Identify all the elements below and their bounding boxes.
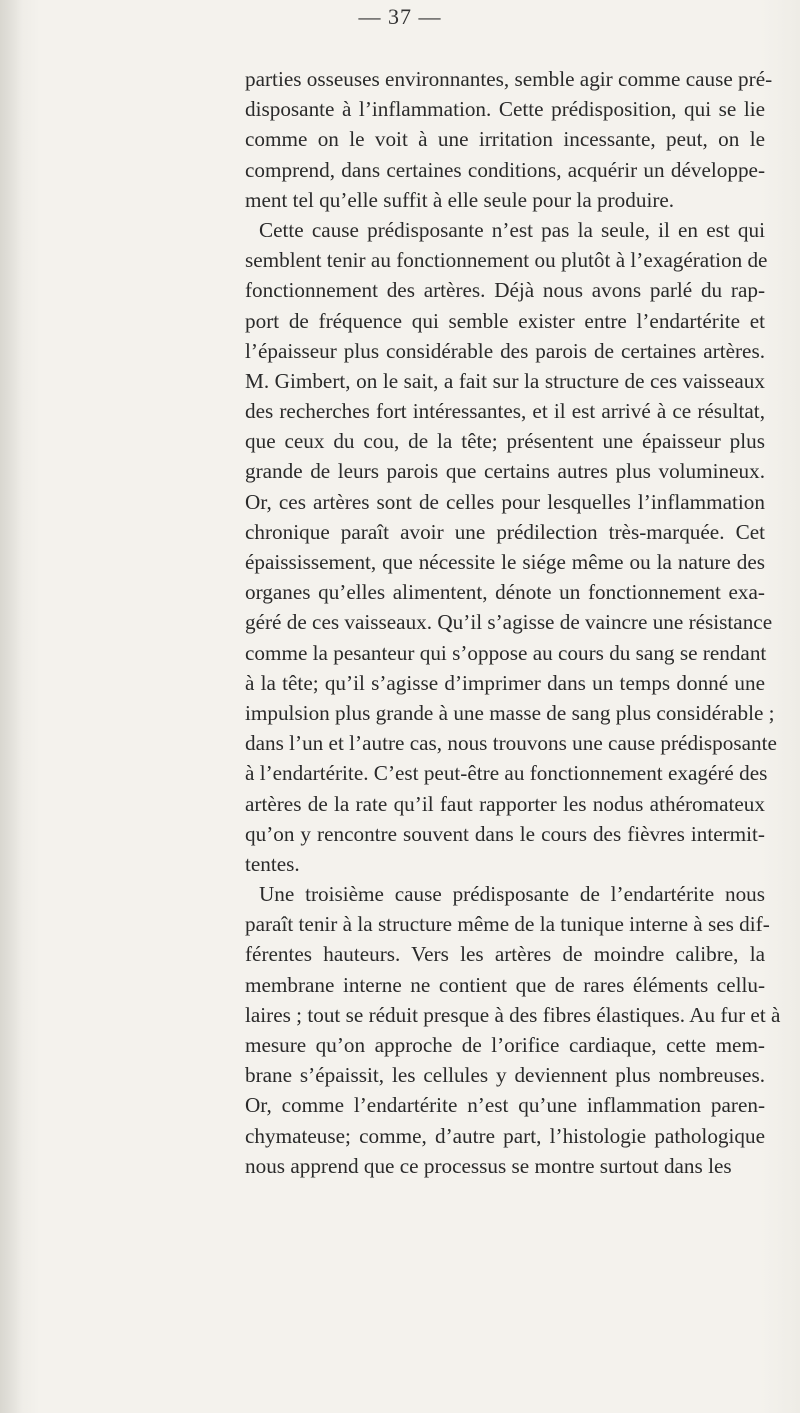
text-line: semblent tenir au fonctionnement ou plutôt à l’exagération de bbox=[245, 248, 768, 273]
text-line: chronique paraît avoir une prédilection très-marquée. Cet bbox=[245, 519, 765, 544]
text-line: férentes hauteurs. Vers les artères de moindre calibre, la bbox=[245, 942, 765, 967]
text-line: membrane interne ne contient que de rares éléments cellu- bbox=[245, 972, 765, 997]
text-line: disposante à l’inflammation. Cette prédisposition, qui se lie bbox=[245, 97, 765, 122]
text-line: nous apprend que ce processus se montre surtout dans les bbox=[245, 1153, 732, 1178]
text-line: à la tête; qu’il s’agisse d’imprimer dans un temps donné une bbox=[245, 670, 765, 695]
text-line: fonctionnement des artères. Déjà nous avons parlé du rap- bbox=[245, 278, 765, 303]
page-gutter-shadow bbox=[0, 0, 22, 1413]
page-number: — 37 — bbox=[358, 4, 442, 29]
text-line: Cette cause prédisposante n’est pas la seule, il en est qui bbox=[259, 217, 765, 242]
text-line: tentes. bbox=[245, 851, 300, 876]
paragraph bbox=[245, 215, 777, 879]
text-line: Or, ces artères sont de celles pour lesquelles l’inflammation bbox=[245, 489, 765, 514]
text-line: artères de la rate qu’il faut rapporter les nodus athéromateux bbox=[245, 791, 765, 816]
text-line: parties osseuses environnantes, semble agir comme cause pré- bbox=[245, 67, 773, 91]
text-line: des recherches fort intéressantes, et il est arrivé à ce résultat, bbox=[245, 399, 765, 424]
text-line: comme on le voit à une irritation incessante, peut, on le bbox=[245, 127, 765, 152]
text-line: mesure qu’on approche de l’orifice cardiaque, cette mem- bbox=[245, 1033, 765, 1057]
text-line: M. Gimbert, on le sait, a fait sur la structure de ces vaisseaux bbox=[245, 368, 765, 393]
text-line: port de fréquence qui semble exister entre l’endartérite et bbox=[245, 308, 765, 333]
text-line: paraît tenir à la structure même de la tunique interne à ses dif- bbox=[245, 912, 770, 937]
text-line: épaississement, que nécessite le siége même ou la nature des bbox=[245, 550, 765, 574]
text-line: grande de leurs parois que certains autres plus volumineux. bbox=[245, 459, 765, 484]
body-text bbox=[245, 64, 781, 1181]
text-line: chymateuse; comme, d’autre part, l’histologie pathologique bbox=[245, 1123, 765, 1148]
text-line: qu’on y rencontre souvent dans le cours des fièvres intermit- bbox=[245, 821, 765, 846]
text-line: l’épaisseur plus considérable des parois de certaines artères. bbox=[245, 338, 765, 363]
text-line: comme la pesanteur qui s’oppose au cours du sang se rendant bbox=[245, 640, 767, 665]
text-line: impulsion plus grande à une masse de sang plus considérable ; bbox=[245, 700, 775, 725]
text-line: organes qu’elles alimentent, dénote un fonctionnement exa- bbox=[245, 580, 765, 605]
paragraph bbox=[245, 64, 773, 215]
text-line: Une troisième cause prédisposante de l’endartérite nous bbox=[259, 882, 765, 907]
text-line: laires ; tout se réduit presque à des fibres élastiques. Au fur et à bbox=[245, 1002, 781, 1027]
text-line: comprend, dans certaines conditions, acquérir un développe- bbox=[245, 157, 765, 182]
paragraph bbox=[245, 879, 781, 1181]
text-line: brane s’épaissit, les cellules y deviennent plus nombreuses. bbox=[245, 1063, 765, 1088]
text-line: à l’endartérite. C’est peut-être au fonctionnement exagéré des bbox=[245, 761, 768, 786]
text-line: que ceux du cou, de la tête; présentent une épaisseur plus bbox=[245, 429, 765, 454]
text-line: géré de ces vaisseaux. Qu’il s’agisse de vaincre une résistance bbox=[245, 610, 773, 635]
text-line: dans l’un et l’autre cas, nous trouvons une cause prédisposante bbox=[245, 731, 777, 756]
text-line: ment tel qu’elle suffit à elle seule pour la produire. bbox=[245, 187, 675, 212]
text-line: Or, comme l’endartérite n’est qu’une inflammation paren- bbox=[245, 1093, 765, 1118]
